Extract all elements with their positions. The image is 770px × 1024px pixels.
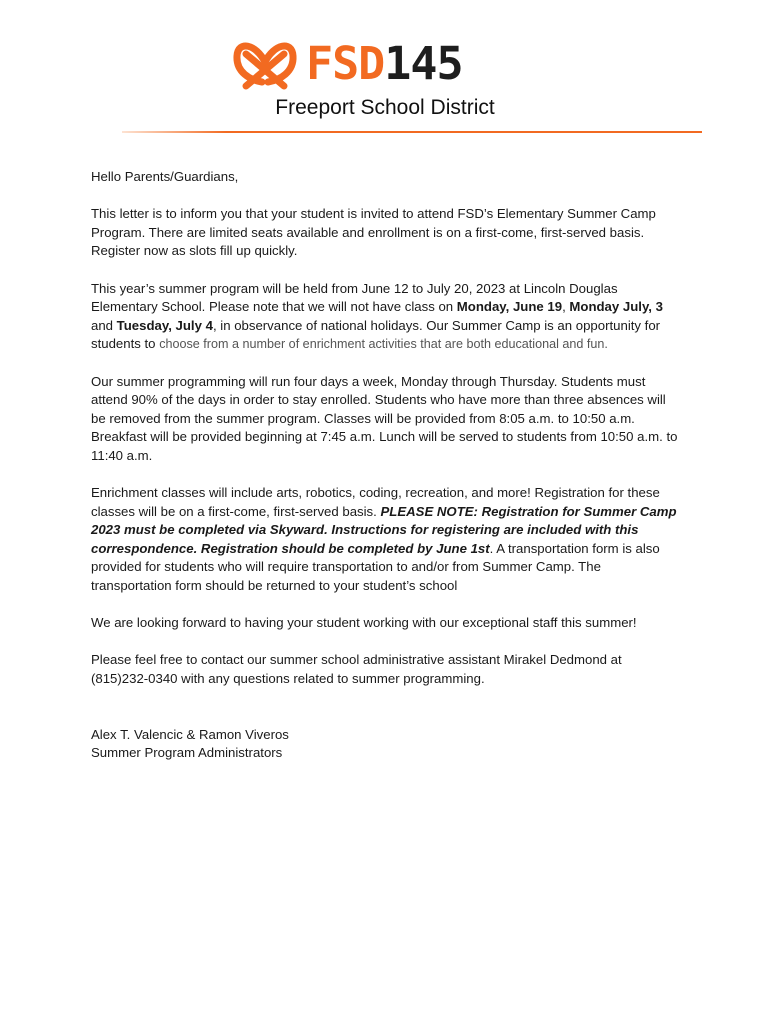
- signature-names: Alex T. Valencic & Ramon Viveros: [91, 726, 289, 742]
- paragraph-contact: Please feel free to contact our summer school administrative assistant Mirakel Dedmond at (815)232-0340 with any questions related to summer programming.: [91, 652, 622, 687]
- header-divider: [122, 131, 702, 133]
- registration-note: PLEASE NOTE: Registration for Summer Camp 2023 must be completed via Skyward. Instructions for registering are included with this correspondence. Registration should be completed by June 1st: [91, 503, 677, 556]
- signature-title: Summer Program Administrators: [91, 745, 283, 761]
- paragraph-program-dates: This year’s summer program will be held from June 12 to July 20, 2023 at Lincoln Douglas Elementary School. Please note that we will not have class on Monday, June 19, Monday July, 3 and Tuesday, July 4, in observance of national holidays. Our Summer Camp is an opportunity for students to choose from a number of enrichment activities that are both educational and fun.: [91, 280, 663, 352]
- logo-wordmark: [306, 36, 463, 92]
- logo-number: 145: [384, 37, 463, 90]
- paragraph-enrichment: Enrichment classes will include arts, robotics, coding, recreation, and more! Registration for these classes will be on a first-come, first-served basis. PLEASE NOTE: Registration for Summer Camp 2023 must be completed via Skyward. Instructions for registering are included with this correspondence. Registration should be completed by June 1st. A transportation form is also provided for students who will require transportation to and/or from Summer Camp. The transportation form should be returned to your student’s school: [91, 485, 677, 594]
- holiday-july-4: Tuesday, July 4: [116, 317, 213, 333]
- greeting: Hello Parents/Guardians,: [91, 169, 239, 184]
- paragraph-invitation: This letter is to inform you that your student is invited to attend FSD’s Elementary Summer Camp Program. There are limited seats available and enrollment is on a first-come, first-served basis. Register now as slots fill up quickly.: [91, 206, 656, 259]
- district-logo: [232, 36, 463, 92]
- letter-body: [91, 168, 681, 781]
- pretzel-logo-icon: [232, 36, 298, 92]
- logo-prefix: FSD: [306, 37, 385, 90]
- holiday-june-19: Monday, June 19: [456, 299, 563, 315]
- paragraph-schedule: Our summer programming will run four days a week, Monday through Thursday. Students must attend 90% of the days in order to stay enrolled. Students who have more than three absences will be removed from the summer program. Classes will be provided from 8:05 a.m. to 10:50 a.m. Breakfast will be provided beginning at 7:45 a.m. Lunch will be served to students from 10:50 a.m. to 11:40 a.m.: [91, 373, 678, 463]
- paragraph-closing: We are looking forward to having your student working with our exceptional staff this summer!: [91, 615, 637, 631]
- signature-block: [91, 726, 681, 763]
- district-name: Freeport School District: [275, 96, 495, 119]
- holiday-july-3: Monday July, 3: [569, 299, 663, 315]
